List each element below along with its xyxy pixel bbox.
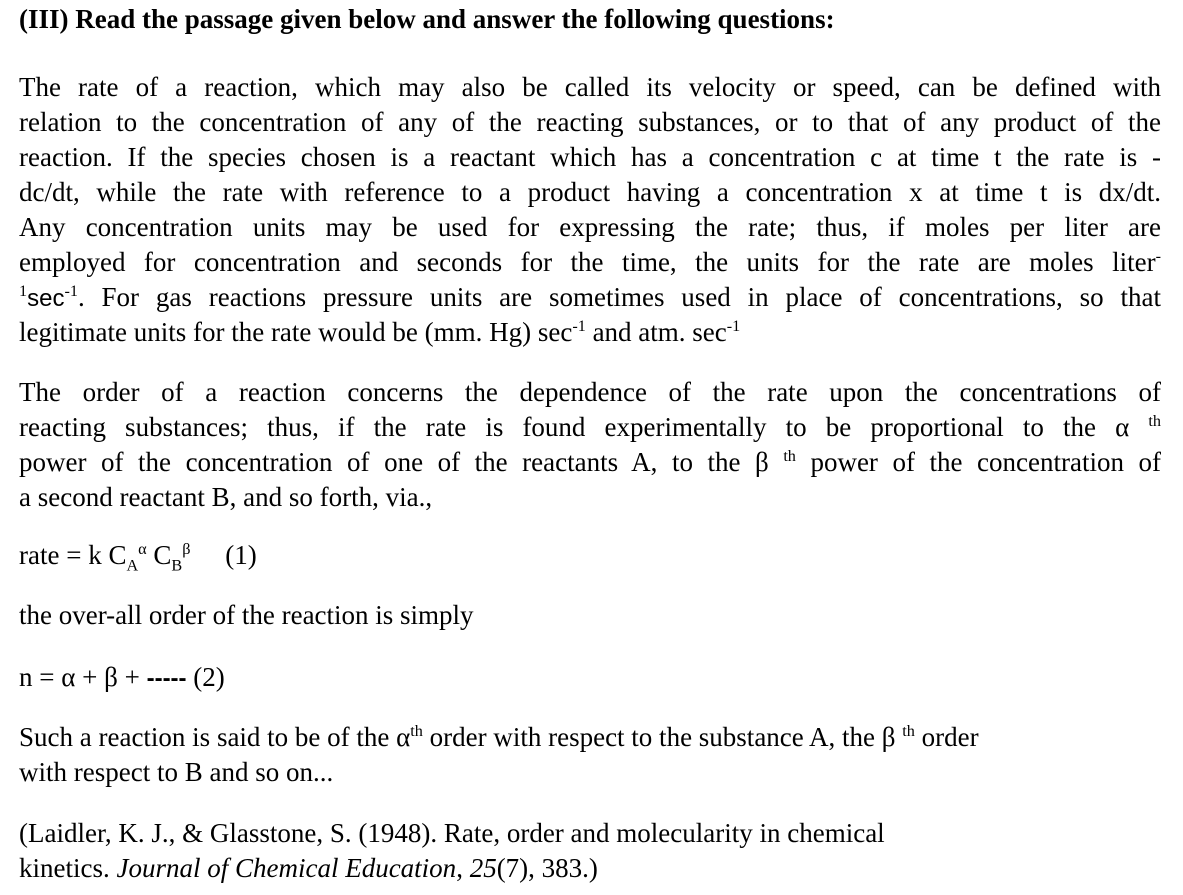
citation-line: kinetics. Journal of Chemical Education, 25(7), 383.)	[19, 853, 598, 883]
text-line: Such a reaction is said to be of the $\alpha^{th}$ order with respect to the substance A, the β $^{th}$ order	[19, 722, 979, 752]
journal-volume: 25	[469, 853, 497, 883]
text-line: $^1\sec^{-1}$. For gas reactions pressure units are sometimes used in place of concentrations, so that	[19, 282, 1161, 312]
section-heading: (III) Read the passage given below and answer the following questions:	[19, 4, 835, 34]
text-line: legitimate units for the rate would be (mm. Hg) $\sec^{-1}$ and atm. $\sec^{-1}$	[19, 317, 741, 347]
text-line: power of the concentration of one of the reactants A, to the β $^{th}$ power of the concentration of	[19, 447, 1161, 477]
text-line: employed for concentration and seconds for the time, the units for the rate are moles liter-	[19, 247, 1161, 277]
paragraph-rate-definition	[19, 70, 1161, 350]
text-line: with respect to B and so on...	[19, 757, 334, 787]
text-line: relation to the concentration of any of the reacting substances, or to that of any product of the	[19, 107, 1161, 137]
text-line: a second reactant B, and so forth, via.,	[19, 482, 433, 512]
text-line: The rate of a reaction, which may also be called its velocity or speed, can be defined with	[19, 72, 1161, 102]
text-line: Any concentration units may be used for expressing the rate; thus, if moles per liter are	[19, 212, 1161, 242]
paragraph-order-definition	[19, 375, 1161, 515]
citation-line: (Laidler, K. J., & Glasstone, S. (1948). Rate, order and molecularity in chemical	[19, 818, 885, 848]
citation	[19, 816, 885, 886]
equation-2: n = α + β + ----- (2)	[19, 662, 225, 692]
text-line: reaction. If the species chosen is a reactant which has a concentration c at time t the rate is -	[19, 142, 1161, 172]
paragraph-order-respect	[19, 720, 979, 790]
text-line: reacting substances; thus, if the rate is found experimentally to be proportional to the α $^{th}$	[19, 412, 1161, 442]
journal-title: Journal of Chemical Education	[116, 853, 457, 883]
text-line: The order of a reaction concerns the dependence of the rate upon the concentrations of	[19, 377, 1161, 407]
equation-1: rate = k $C_A^\alpha$ $C_B^\beta$ (1)	[19, 540, 257, 575]
text-line: dc/dt, while the rate with reference to a product having a concentration x at time t is dx/dt.	[19, 177, 1161, 207]
overall-order-line: the over-all order of the reaction is simply	[19, 600, 474, 630]
